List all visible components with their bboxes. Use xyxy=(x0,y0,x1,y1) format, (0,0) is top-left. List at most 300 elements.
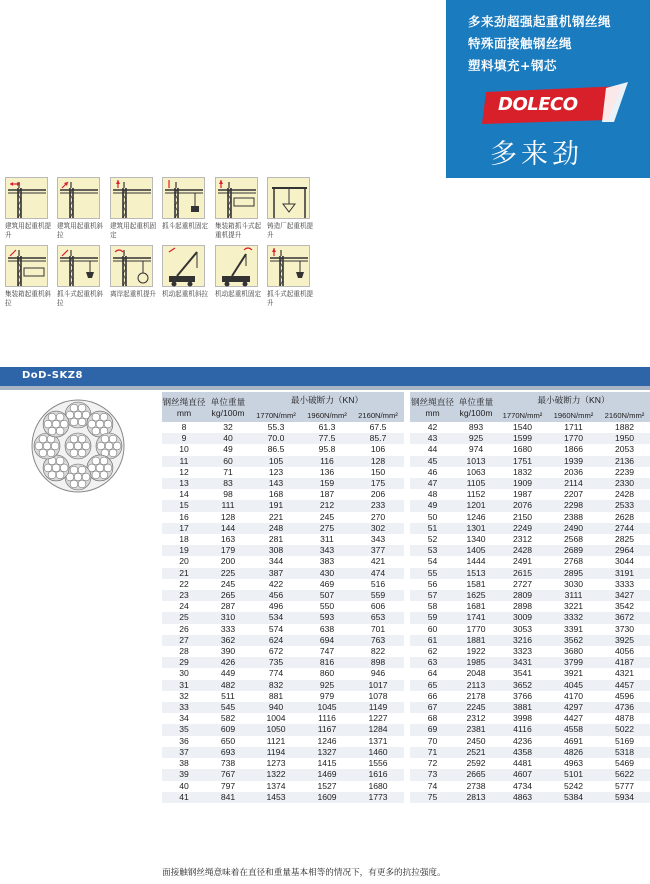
cell-force-2160: 2330 xyxy=(599,478,650,489)
cell-force-2160: 1773 xyxy=(352,792,404,803)
cell-force-1960: 245 xyxy=(302,512,352,523)
cell-force-1960: 1045 xyxy=(302,702,352,713)
cell-force-1960: 77.5 xyxy=(302,433,352,444)
cell-weight: 265 xyxy=(206,590,250,601)
cell-force-1960: 2207 xyxy=(548,489,599,500)
cell-force-1770: 832 xyxy=(250,680,302,691)
cell-force-1960: 2490 xyxy=(548,523,599,534)
cell-diameter: 33 xyxy=(162,702,206,713)
table-row xyxy=(410,478,650,489)
cell-diameter: 34 xyxy=(162,713,206,724)
table-row xyxy=(162,713,404,724)
cell-force-2160: 5777 xyxy=(599,781,650,792)
cell-force-2160: 606 xyxy=(352,601,404,612)
table-row xyxy=(162,590,404,601)
container-crane-luffing-icon xyxy=(5,245,48,287)
cell-force-1960: 159 xyxy=(302,478,352,489)
cell-force-2160: 206 xyxy=(352,489,404,500)
cell-force-1770: 387 xyxy=(250,568,302,579)
cell-diameter: 53 xyxy=(410,545,455,556)
cell-force-1960: 61.3 xyxy=(302,422,352,433)
cell-force-1770: 2428 xyxy=(497,545,548,556)
cell-diameter: 14 xyxy=(162,489,206,500)
cell-force-1960: 860 xyxy=(302,668,352,679)
header-diameter: 钢丝绳直径 mm xyxy=(410,392,455,422)
cell-force-2160: 4878 xyxy=(599,713,650,724)
cell-force-1770: 105 xyxy=(250,456,302,467)
cell-force-1770: 3766 xyxy=(497,691,548,702)
cell-diameter: 13 xyxy=(162,478,206,489)
cell-force-2160: 1149 xyxy=(352,702,404,713)
cell-diameter: 8 xyxy=(162,422,206,433)
tower-crane-fixed-icon xyxy=(110,177,153,219)
table-row xyxy=(162,724,404,735)
offshore-crane-hoist-icon xyxy=(110,245,153,287)
table-row xyxy=(410,781,650,792)
cell-force-1960: 187 xyxy=(302,489,352,500)
cell-force-1770: 1004 xyxy=(250,713,302,724)
cell-force-2160: 233 xyxy=(352,500,404,511)
header-weight: 单位重量 kg/100m xyxy=(206,392,250,422)
table-row xyxy=(162,657,404,668)
cell-weight: 163 xyxy=(206,534,250,545)
cell-force-2160: 559 xyxy=(352,590,404,601)
cell-weight: 1013 xyxy=(455,456,497,467)
cell-force-1770: 70.0 xyxy=(250,433,302,444)
cell-force-1960: 343 xyxy=(302,545,352,556)
cell-force-1960: 1415 xyxy=(302,758,352,769)
cell-force-1770: 4481 xyxy=(497,758,548,769)
cell-force-1770: 774 xyxy=(250,668,302,679)
cell-diameter: 54 xyxy=(410,556,455,567)
cell-force-2160: 2964 xyxy=(599,545,650,556)
cell-force-2160: 3191 xyxy=(599,568,650,579)
cell-force-2160: 1284 xyxy=(352,724,404,735)
cell-force-1960: 116 xyxy=(302,456,352,467)
cell-force-1770: 308 xyxy=(250,545,302,556)
cell-weight: 925 xyxy=(455,433,497,444)
table-row xyxy=(410,792,650,803)
cell-force-2160: 1616 xyxy=(352,769,404,780)
cell-weight: 893 xyxy=(455,422,497,433)
cell-force-2160: 106 xyxy=(352,444,404,455)
cell-force-2160: 4736 xyxy=(599,702,650,713)
cell-force-1770: 1374 xyxy=(250,781,302,792)
foundry-crane-hoist-icon xyxy=(267,177,310,219)
headline-product: 多来劲超强起重机钢丝绳 xyxy=(468,14,612,29)
cell-force-1770: 1121 xyxy=(250,736,302,747)
cell-weight: 1985 xyxy=(455,657,497,668)
cell-force-1770: 2727 xyxy=(497,579,548,590)
cell-force-1770: 2491 xyxy=(497,556,548,567)
table-row xyxy=(410,433,650,444)
application-label: 机动起重机斜拉 xyxy=(162,290,209,298)
cell-force-2160: 2628 xyxy=(599,512,650,523)
cell-diameter: 44 xyxy=(410,444,455,455)
cell-force-1770: 86.5 xyxy=(250,444,302,455)
cell-weight: 1881 xyxy=(455,635,497,646)
table-row xyxy=(162,736,404,747)
cell-diameter: 17 xyxy=(162,523,206,534)
cell-diameter: 43 xyxy=(410,433,455,444)
cell-force-1960: 4427 xyxy=(548,713,599,724)
container-grab-hoist-icon xyxy=(215,177,258,219)
cell-diameter: 24 xyxy=(162,601,206,612)
section-bar xyxy=(0,367,650,386)
table-row xyxy=(410,579,650,590)
cell-weight: 1301 xyxy=(455,523,497,534)
cell-force-2160: 1460 xyxy=(352,747,404,758)
cell-force-2160: 474 xyxy=(352,568,404,579)
cell-force-1960: 1609 xyxy=(302,792,352,803)
cell-diameter: 64 xyxy=(410,668,455,679)
cell-weight: 2665 xyxy=(455,769,497,780)
table-row xyxy=(162,523,404,534)
cell-force-2160: 3672 xyxy=(599,612,650,623)
cell-force-2160: 3542 xyxy=(599,601,650,612)
cell-force-1960: 212 xyxy=(302,500,352,511)
cell-force-1960: 430 xyxy=(302,568,352,579)
cell-weight: 1770 xyxy=(455,624,497,635)
cell-weight: 245 xyxy=(206,579,250,590)
cell-force-2160: 1882 xyxy=(599,422,650,433)
cell-diameter: 68 xyxy=(410,713,455,724)
table-row xyxy=(410,489,650,500)
cell-force-2160: 3044 xyxy=(599,556,650,567)
cell-force-1770: 940 xyxy=(250,702,302,713)
table-row xyxy=(410,568,650,579)
cell-diameter: 21 xyxy=(162,568,206,579)
header-grade-1960: 1960N/mm² xyxy=(302,408,352,422)
doleco-logo xyxy=(482,82,632,130)
brand-name-cn: 多来劲 xyxy=(490,139,583,170)
table-row xyxy=(162,702,404,713)
cell-force-1770: 422 xyxy=(250,579,302,590)
cell-weight: 1201 xyxy=(455,500,497,511)
cell-force-1770: 735 xyxy=(250,657,302,668)
table-row xyxy=(410,467,650,478)
table-row xyxy=(410,657,650,668)
table-row xyxy=(410,512,650,523)
cell-weight: 767 xyxy=(206,769,250,780)
cell-force-1770: 4116 xyxy=(497,724,548,735)
cell-diameter: 42 xyxy=(410,422,455,433)
cell-force-2160: 128 xyxy=(352,456,404,467)
cell-force-1960: 4963 xyxy=(548,758,599,769)
table-row xyxy=(162,792,404,803)
cell-weight: 693 xyxy=(206,747,250,758)
table-row xyxy=(410,590,650,601)
cell-weight: 2048 xyxy=(455,668,497,679)
cell-force-2160: 653 xyxy=(352,612,404,623)
cell-force-2160: 4056 xyxy=(599,646,650,657)
application-label: 集装箱起重机斜拉 xyxy=(5,290,52,307)
cell-diameter: 45 xyxy=(410,456,455,467)
cell-weight: 1922 xyxy=(455,646,497,657)
cell-force-1770: 3431 xyxy=(497,657,548,668)
cell-force-1960: 2768 xyxy=(548,556,599,567)
cell-weight: 2178 xyxy=(455,691,497,702)
cell-force-1770: 3009 xyxy=(497,612,548,623)
cell-force-1960: 4691 xyxy=(548,736,599,747)
table-row xyxy=(410,680,650,691)
cell-force-1770: 191 xyxy=(250,500,302,511)
grab-crane-luffing-icon xyxy=(57,245,100,287)
cell-force-2160: 67.5 xyxy=(352,422,404,433)
cell-diameter: 29 xyxy=(162,657,206,668)
cell-weight: 1513 xyxy=(455,568,497,579)
header-breaking-force: 最小破断力（KN） xyxy=(497,392,650,408)
cell-weight: 111 xyxy=(206,500,250,511)
cell-weight: 49 xyxy=(206,444,250,455)
cell-diameter: 74 xyxy=(410,781,455,792)
header-diameter: 钢丝绳直径 mm xyxy=(162,392,206,422)
cell-force-1960: 5242 xyxy=(548,781,599,792)
cell-force-1770: 881 xyxy=(250,691,302,702)
cell-force-1960: 638 xyxy=(302,624,352,635)
cell-force-1960: 4045 xyxy=(548,680,599,691)
cell-force-1960: 1770 xyxy=(548,433,599,444)
table-row xyxy=(162,680,404,691)
table-row xyxy=(162,422,404,433)
header-grade-2160: 2160N/mm² xyxy=(352,408,404,422)
table-row xyxy=(162,512,404,523)
cell-force-1960: 747 xyxy=(302,646,352,657)
cell-force-1960: 3391 xyxy=(548,624,599,635)
table-row xyxy=(410,534,650,545)
cell-weight: 200 xyxy=(206,556,250,567)
cell-force-1770: 496 xyxy=(250,601,302,612)
cell-force-2160: 4187 xyxy=(599,657,650,668)
cell-force-2160: 3427 xyxy=(599,590,650,601)
cell-diameter: 47 xyxy=(410,478,455,489)
spec-table-right xyxy=(410,392,650,803)
application-label: 机动起重机固定 xyxy=(215,290,262,298)
cell-diameter: 16 xyxy=(162,512,206,523)
cell-force-1960: 1866 xyxy=(548,444,599,455)
application-label: 建筑用起重机固定 xyxy=(110,222,157,239)
header-grade-2160: 2160N/mm² xyxy=(599,408,650,422)
cell-weight: 60 xyxy=(206,456,250,467)
cell-diameter: 18 xyxy=(162,534,206,545)
cell-force-2160: 270 xyxy=(352,512,404,523)
cell-weight: 1581 xyxy=(455,579,497,590)
mobile-crane-luffing-icon xyxy=(162,245,205,287)
table-row xyxy=(410,758,650,769)
application-label: 抓斗式起重机提升 xyxy=(267,290,314,307)
cell-weight: 98 xyxy=(206,489,250,500)
cell-force-1770: 534 xyxy=(250,612,302,623)
cell-force-1960: 1939 xyxy=(548,456,599,467)
cell-force-2160: 946 xyxy=(352,668,404,679)
cell-force-1960: 3799 xyxy=(548,657,599,668)
cell-force-1770: 624 xyxy=(250,635,302,646)
cell-weight: 128 xyxy=(206,512,250,523)
table-row xyxy=(162,545,404,556)
cell-weight: 2738 xyxy=(455,781,497,792)
cell-force-1770: 1680 xyxy=(497,444,548,455)
cell-weight: 71 xyxy=(206,467,250,478)
cell-force-2160: 2053 xyxy=(599,444,650,455)
cell-weight: 1246 xyxy=(455,512,497,523)
cell-force-1770: 574 xyxy=(250,624,302,635)
cell-diameter: 39 xyxy=(162,769,206,780)
cell-weight: 2521 xyxy=(455,747,497,758)
cell-force-1770: 3998 xyxy=(497,713,548,724)
cell-force-2160: 1227 xyxy=(352,713,404,724)
cell-force-2160: 1078 xyxy=(352,691,404,702)
table-row xyxy=(162,456,404,467)
table-row xyxy=(162,568,404,579)
cell-weight: 1741 xyxy=(455,612,497,623)
cell-weight: 310 xyxy=(206,612,250,623)
cell-diameter: 36 xyxy=(162,736,206,747)
cell-force-1960: 4297 xyxy=(548,702,599,713)
cell-force-2160: 1950 xyxy=(599,433,650,444)
cell-force-2160: 763 xyxy=(352,635,404,646)
cell-diameter: 49 xyxy=(410,500,455,511)
cell-diameter: 69 xyxy=(410,724,455,735)
tower-crane-hoist-icon xyxy=(5,177,48,219)
brand-header-panel xyxy=(446,0,650,178)
cell-weight: 1063 xyxy=(455,467,497,478)
cell-force-1960: 3332 xyxy=(548,612,599,623)
grab-crane-hoist-icon xyxy=(267,245,310,287)
cell-force-2160: 150 xyxy=(352,467,404,478)
cell-diameter: 15 xyxy=(162,500,206,511)
cell-weight: 287 xyxy=(206,601,250,612)
cell-diameter: 59 xyxy=(410,612,455,623)
cell-force-2160: 1371 xyxy=(352,736,404,747)
table-row xyxy=(410,724,650,735)
cell-weight: 362 xyxy=(206,635,250,646)
cell-diameter: 23 xyxy=(162,590,206,601)
cell-force-1960: 4558 xyxy=(548,724,599,735)
table-row xyxy=(162,478,404,489)
table-row xyxy=(162,489,404,500)
cell-force-1960: 1116 xyxy=(302,713,352,724)
tower-crane-luffing-icon xyxy=(57,177,100,219)
cell-diameter: 57 xyxy=(410,590,455,601)
cell-diameter: 38 xyxy=(162,758,206,769)
cell-weight: 1681 xyxy=(455,601,497,612)
cell-weight: 426 xyxy=(206,657,250,668)
cell-diameter: 20 xyxy=(162,556,206,567)
section-title: DoD-SKZ8 xyxy=(22,370,83,381)
cell-weight: 1625 xyxy=(455,590,497,601)
table-row xyxy=(410,422,650,433)
cell-force-1770: 344 xyxy=(250,556,302,567)
section-bar-shadow xyxy=(0,386,650,390)
cell-force-2160: 377 xyxy=(352,545,404,556)
cell-diameter: 71 xyxy=(410,747,455,758)
cell-diameter: 28 xyxy=(162,646,206,657)
cell-force-1960: 5384 xyxy=(548,792,599,803)
cell-force-1960: 816 xyxy=(302,657,352,668)
cell-force-2160: 2533 xyxy=(599,500,650,511)
table-row xyxy=(162,433,404,444)
cell-force-2160: 5022 xyxy=(599,724,650,735)
table-row xyxy=(410,769,650,780)
cell-force-1960: 694 xyxy=(302,635,352,646)
cell-force-1960: 2568 xyxy=(548,534,599,545)
cell-force-1960: 469 xyxy=(302,579,352,590)
cell-force-2160: 4457 xyxy=(599,680,650,691)
cell-force-2160: 3333 xyxy=(599,579,650,590)
cell-diameter: 37 xyxy=(162,747,206,758)
application-label: 抓斗起重机固定 xyxy=(162,222,209,230)
cell-force-2160: 85.7 xyxy=(352,433,404,444)
cell-force-1960: 550 xyxy=(302,601,352,612)
table-row xyxy=(162,534,404,545)
cell-force-1770: 4236 xyxy=(497,736,548,747)
cell-weight: 738 xyxy=(206,758,250,769)
cell-weight: 797 xyxy=(206,781,250,792)
cell-weight: 650 xyxy=(206,736,250,747)
cell-force-1960: 1246 xyxy=(302,736,352,747)
table-row xyxy=(410,500,650,511)
cell-force-1770: 2150 xyxy=(497,512,548,523)
cell-force-1960: 3221 xyxy=(548,601,599,612)
table-row xyxy=(410,702,650,713)
cell-diameter: 10 xyxy=(162,444,206,455)
cell-force-1770: 2615 xyxy=(497,568,548,579)
cell-force-1770: 1273 xyxy=(250,758,302,769)
table-row xyxy=(410,444,650,455)
cell-force-1770: 1050 xyxy=(250,724,302,735)
cell-force-1960: 3921 xyxy=(548,668,599,679)
header-grade-1770: 1770N/mm² xyxy=(497,408,548,422)
cell-force-1770: 281 xyxy=(250,534,302,545)
table-row xyxy=(162,635,404,646)
cell-force-2160: 1680 xyxy=(352,781,404,792)
cell-weight: 974 xyxy=(455,444,497,455)
cell-weight: 83 xyxy=(206,478,250,489)
cell-diameter: 12 xyxy=(162,467,206,478)
cell-diameter: 40 xyxy=(162,781,206,792)
cell-force-1960: 2895 xyxy=(548,568,599,579)
cell-weight: 2381 xyxy=(455,724,497,735)
mobile-crane-fixed-icon xyxy=(215,245,258,287)
cell-force-1960: 95.8 xyxy=(302,444,352,455)
cell-force-1770: 1909 xyxy=(497,478,548,489)
cell-force-1960: 383 xyxy=(302,556,352,567)
cell-force-1770: 456 xyxy=(250,590,302,601)
cell-force-1770: 3216 xyxy=(497,635,548,646)
cell-force-1770: 1987 xyxy=(497,489,548,500)
header-grade-1960: 1960N/mm² xyxy=(548,408,599,422)
cell-force-1770: 168 xyxy=(250,489,302,500)
cell-force-1960: 5101 xyxy=(548,769,599,780)
cell-force-1960: 1327 xyxy=(302,747,352,758)
cell-force-1770: 248 xyxy=(250,523,302,534)
cell-force-1770: 2076 xyxy=(497,500,548,511)
cell-diameter: 22 xyxy=(162,579,206,590)
cell-weight: 1444 xyxy=(455,556,497,567)
header-weight: 单位重量 kg/100m xyxy=(455,392,497,422)
cell-force-1770: 143 xyxy=(250,478,302,489)
cell-force-1960: 2114 xyxy=(548,478,599,489)
cell-force-1960: 507 xyxy=(302,590,352,601)
cell-force-2160: 175 xyxy=(352,478,404,489)
table-row xyxy=(162,612,404,623)
application-label: 抓斗式起重机斜拉 xyxy=(57,290,104,307)
cell-force-1960: 1711 xyxy=(548,422,599,433)
cell-diameter: 70 xyxy=(410,736,455,747)
cell-weight: 2113 xyxy=(455,680,497,691)
table-row xyxy=(410,736,650,747)
cell-force-2160: 1556 xyxy=(352,758,404,769)
